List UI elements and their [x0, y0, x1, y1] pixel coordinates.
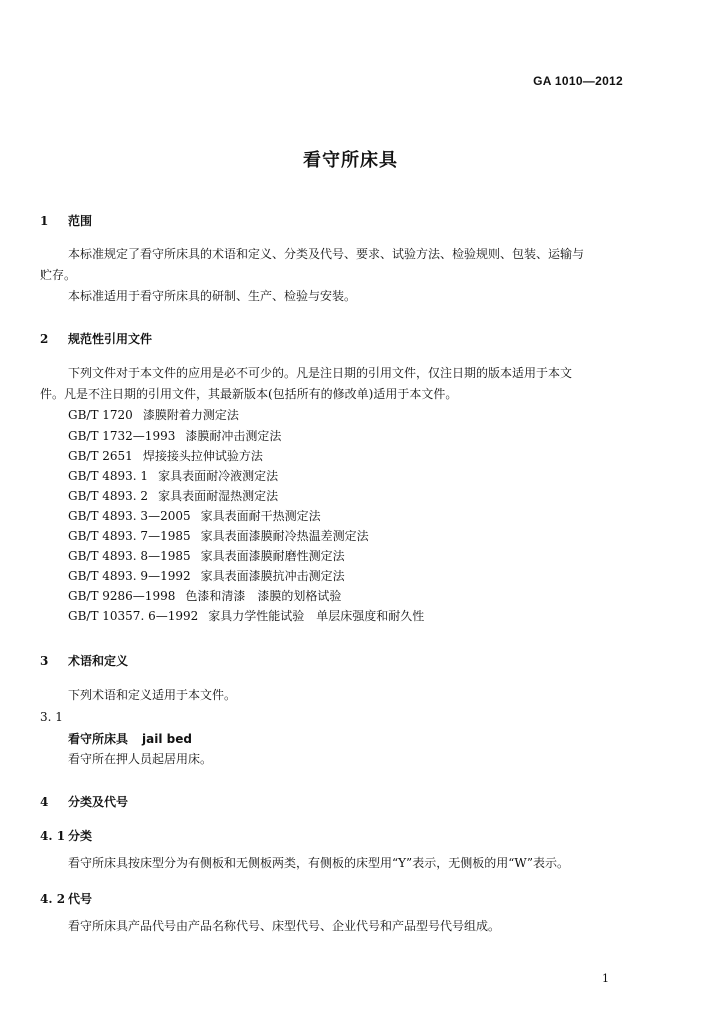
reference-code: GB/T 1720 [68, 408, 133, 422]
reference-code: GB/T 4893. 7—1985 [68, 529, 191, 543]
standard-code: GA 1010—2012 [533, 74, 623, 88]
reference-code: GB/T 4893. 8—1985 [68, 549, 191, 563]
reference-title: 家具表面耐湿热测定法 [158, 489, 279, 503]
term-entry [68, 730, 192, 747]
section-title: 规范性引用文件 [68, 332, 153, 346]
section-1-paragraph-2 [40, 286, 630, 306]
reference-title: 家具力学性能试验 单层床强度和耐久性 [208, 609, 425, 623]
reference-code: GB/T 2651 [68, 449, 133, 463]
section-2-heading [40, 330, 152, 347]
term-english: jail bed [142, 732, 192, 746]
subsection-4-1-text: 看守所床具按床型分为有侧板和无侧板两类，有侧板的床型用“Y”表示，无侧板的用“W”表示。 [68, 856, 570, 870]
reference-code: GB/T 4893. 3—2005 [68, 509, 191, 523]
term-chinese: 看守所床具 [68, 732, 129, 746]
paragraph-text: 本标准规定了看守所床具的术语和定义、分类及代号、要求、试验方法、检验规则、包装、运输与 [68, 247, 585, 261]
section-number: 4. 2 [40, 892, 66, 906]
reference-code: GB/T 4893. 2 [68, 489, 149, 503]
reference-item [68, 487, 278, 504]
section-2-intro-cont [40, 384, 630, 404]
reference-item [68, 607, 424, 624]
paragraph-text: 本标准适用于看守所床具的研制、生产、检验与安装。 [68, 289, 357, 303]
reference-item [68, 547, 345, 564]
paragraph-text: 件。凡是不注日期的引用文件，其最新版本(包括所有的修改单)适用于本文件。 [40, 387, 458, 401]
section-1-paragraph-1 [40, 244, 630, 264]
section-4-heading [40, 793, 128, 810]
section-3-heading [40, 652, 128, 669]
reference-title: 家具表面漆膜耐磨性测定法 [200, 549, 345, 563]
document-title: 看守所床具 [303, 150, 398, 171]
reference-item [68, 467, 278, 484]
page-number: 1 [602, 972, 609, 985]
subsection-3-1-number: 3. 1 [40, 710, 63, 724]
reference-item [68, 587, 341, 604]
section-number: 2 [40, 332, 49, 346]
reference-code: GB/T 4893. 9—1992 [68, 569, 191, 583]
reference-code: GB/T 4893. 1 [68, 469, 149, 483]
paragraph-text: 下列术语和定义适用于本文件。 [68, 688, 237, 702]
reference-title: 家具表面耐干热测定法 [200, 509, 321, 523]
reference-title: 家具表面耐冷液测定法 [158, 469, 279, 483]
subsection-4-2-heading [40, 890, 92, 907]
section-title: 范围 [68, 214, 93, 228]
section-1-heading [40, 212, 92, 229]
reference-title: 家具表面漆膜耐冷热温差测定法 [200, 529, 369, 543]
subsection-4-1-heading [40, 827, 92, 844]
reference-title: 漆膜附着力测定法 [142, 408, 239, 422]
section-2-intro [40, 363, 630, 383]
section-number: 4. 1 [40, 829, 66, 843]
reference-item [68, 427, 281, 444]
paragraph-text: 贮存。 [40, 268, 77, 282]
reference-title: 色漆和清漆 漆膜的划格试验 [185, 589, 342, 603]
reference-code: GB/T 10357. 6—1992 [68, 609, 199, 623]
reference-item [68, 567, 345, 584]
section-title: 分类及代号 [68, 795, 129, 809]
reference-code: GB/T 1732—1993 [68, 429, 176, 443]
section-3-intro [40, 685, 630, 705]
reference-item [68, 527, 369, 544]
subsection-4-2-text: 看守所床具产品代号由产品名称代号、床型代号、企业代号和产品型号代号组成。 [68, 919, 501, 933]
section-number: 4 [40, 795, 49, 809]
reference-item [68, 507, 321, 524]
section-1-paragraph-1-cont [40, 265, 630, 285]
reference-code: GB/T 9286—1998 [68, 589, 176, 603]
reference-title: 焊接接头拉伸试验方法 [142, 449, 263, 463]
section-title: 代号 [68, 892, 93, 906]
section-title: 分类 [68, 829, 93, 843]
reference-item [68, 447, 263, 464]
term-definition: 看守所在押人员起居用床。 [68, 752, 213, 766]
paragraph-text: 下列文件对于本文件的应用是必不可少的。凡是注日期的引用文件，仅注日期的版本适用于本文 [68, 366, 573, 380]
section-number: 1 [40, 214, 49, 228]
reference-title: 漆膜耐冲击测定法 [185, 429, 282, 443]
section-number: 3 [40, 654, 49, 668]
reference-item [68, 406, 239, 423]
reference-title: 家具表面漆膜抗冲击测定法 [200, 569, 345, 583]
section-title: 术语和定义 [68, 654, 129, 668]
